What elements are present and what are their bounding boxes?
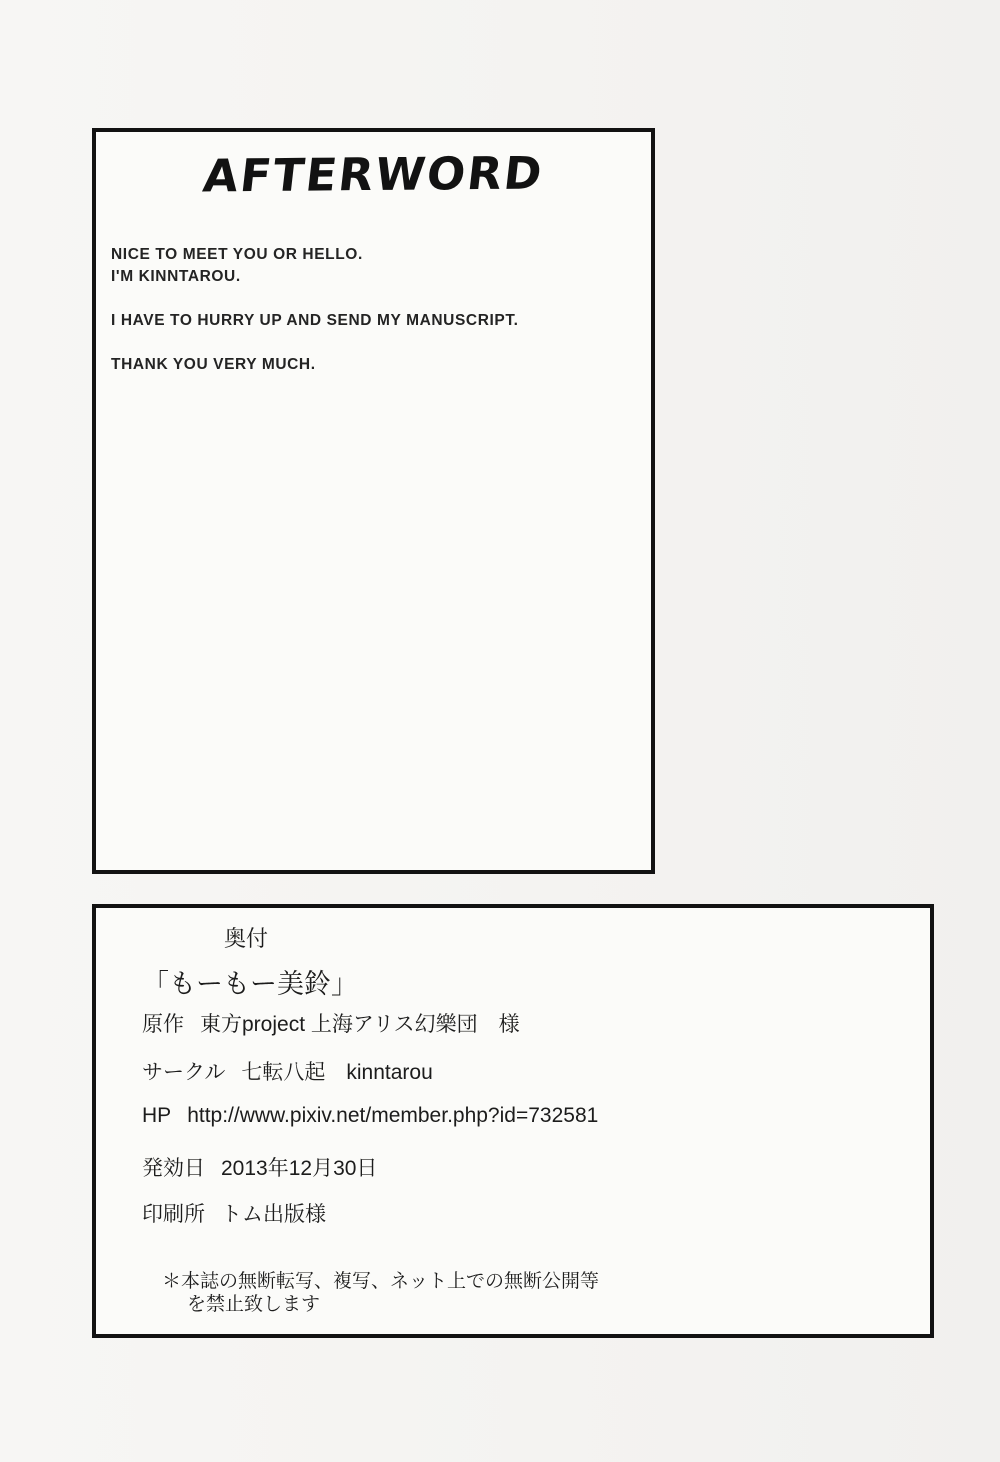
issue-date-value: 2013年12月30日: [221, 1157, 378, 1180]
circle-value: 七転八起 kinntarou: [241, 1061, 433, 1084]
afterword-line-introduction: I'M KINNTAROU.: [111, 268, 241, 285]
printer-label: 印刷所: [142, 1203, 205, 1226]
afterword-line-greeting: NICE TO MEET YOU OR HELLO.: [111, 246, 363, 263]
issue-date-label: 発効日: [142, 1157, 205, 1180]
homepage-url: http://www.pixiv.net/member.php?id=732581: [187, 1104, 599, 1127]
circle-label: サークル: [142, 1061, 226, 1084]
row-original-work: [142, 1008, 520, 1038]
book-title: 「もーもー美鈴」: [142, 969, 358, 999]
afterword-line-thanks: THANK YOU VERY MUCH.: [111, 356, 316, 373]
copyright-note-line1: ＊本誌の無断転写、複写、ネット上での無断公開等: [162, 1271, 600, 1292]
row-printer: [142, 1198, 326, 1228]
row-homepage: [142, 1104, 598, 1128]
row-circle: [142, 1056, 433, 1086]
colophon-panel: [92, 904, 934, 1338]
copyright-note-line2: を禁止致します: [187, 1294, 321, 1315]
original-work-label: 原作: [142, 1013, 184, 1036]
afterword-message: [111, 244, 519, 376]
printer-value: トム出版様: [221, 1203, 326, 1226]
copyright-note: [162, 1270, 599, 1316]
homepage-label: HP: [142, 1104, 172, 1127]
afterword-line-manuscript: I HAVE TO HURRY UP AND SEND MY MANUSCRIPT.: [111, 312, 519, 329]
afterword-title: AFTERWORD: [200, 146, 547, 203]
afterword-panel: [92, 128, 655, 874]
row-issue-date: [142, 1152, 377, 1182]
colophon-heading: 奥付: [224, 926, 269, 951]
original-work-value: 東方project 上海アリス幻樂団 様: [200, 1013, 520, 1036]
